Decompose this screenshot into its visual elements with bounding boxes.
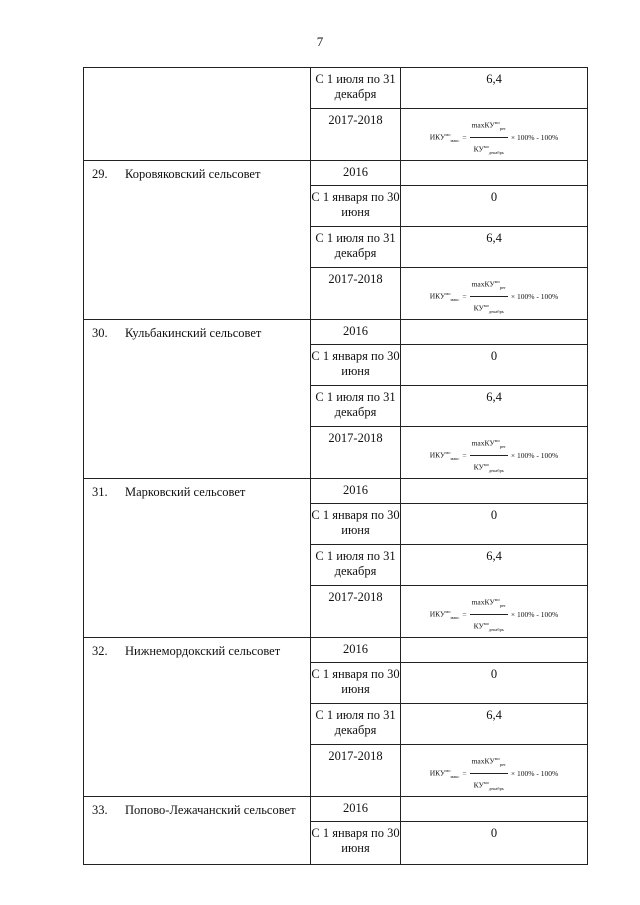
value-cell xyxy=(401,109,588,161)
value-cell xyxy=(401,638,588,663)
period-cell: С 1 июля по 31 декабря xyxy=(311,227,401,268)
value-cell xyxy=(401,320,588,345)
value-cell: 0 xyxy=(401,663,588,704)
value-cell xyxy=(401,268,588,320)
value-cell: 0 xyxy=(401,504,588,545)
period-cell: С 1 января по 30 июня xyxy=(311,822,401,865)
period-cell: С 1 июля по 31 декабря xyxy=(311,386,401,427)
table-row xyxy=(84,161,588,186)
period-cell: С 1 января по 30 июня xyxy=(311,345,401,386)
value-cell: 6,4 xyxy=(401,68,588,109)
period-cell: С 1 января по 30 июня xyxy=(311,186,401,227)
table-row xyxy=(84,638,588,663)
value-cell: 0 xyxy=(401,822,588,865)
period-cell: С 1 июля по 31 декабря xyxy=(311,545,401,586)
council-name-cell xyxy=(84,320,311,479)
formula: $ИКУ^{мо}_{макс}$ = $\frac{\max КУ^{мо}_{рег}}{КУ^{мо}_{декабрь}}$ × 100% - 100% xyxy=(401,745,587,796)
formula: $ИКУ^{мо}_{макс}$ = $\frac{\max КУ^{мо}_{рег}}{КУ^{мо}_{декабрь}}$ × 100% - 100% xyxy=(401,109,587,160)
council-name-cell xyxy=(84,479,311,638)
period-cell: 2016 xyxy=(311,479,401,504)
value-cell xyxy=(401,745,588,797)
value-cell xyxy=(401,797,588,822)
value-cell: 0 xyxy=(401,345,588,386)
period-cell: С 1 января по 30 июня xyxy=(311,663,401,704)
value-cell: 6,4 xyxy=(401,545,588,586)
value-cell xyxy=(401,586,588,638)
value-cell: 0 xyxy=(401,186,588,227)
period-cell: С 1 января по 30 июня xyxy=(311,504,401,545)
council-name-cell xyxy=(84,797,311,865)
council-name: Попово-Лежачанский сельсовет xyxy=(125,803,296,817)
council-number: 29. xyxy=(92,167,108,181)
council-name-cell xyxy=(84,161,311,320)
tariff-table xyxy=(83,67,588,865)
value-cell: 6,4 xyxy=(401,704,588,745)
council-number: 32. xyxy=(92,644,108,658)
period-cell: 2017-2018 xyxy=(311,427,401,479)
council-name-cell xyxy=(84,638,311,797)
page-number: 7 xyxy=(316,34,324,49)
table-row xyxy=(84,479,588,504)
period-cell: 2017-2018 xyxy=(311,268,401,320)
council-name: Нижнемордокский сельсовет xyxy=(125,644,281,658)
period-cell: 2016 xyxy=(311,320,401,345)
council-name-cell xyxy=(84,68,311,161)
formula-fraction: $\frac{\max КУ^{мо}_{рег}}{КУ^{мо}_{декабрь}}$ xyxy=(470,274,508,319)
council-number: 31. xyxy=(92,485,108,499)
value-cell: 6,4 xyxy=(401,227,588,268)
council-name: Коровяковский сельсовет xyxy=(125,167,261,181)
period-cell: 2017-2018 xyxy=(311,586,401,638)
council-name: Марковский сельсовет xyxy=(125,485,246,499)
table-row xyxy=(84,797,588,822)
table-row xyxy=(84,320,588,345)
value-cell: 6,4 xyxy=(401,386,588,427)
period-cell: 2016 xyxy=(311,161,401,186)
value-cell xyxy=(401,479,588,504)
formula-fraction: $\frac{\max КУ^{мо}_{рег}}{КУ^{мо}_{декабрь}}$ xyxy=(470,433,508,478)
value-cell xyxy=(401,427,588,479)
period-cell: 2016 xyxy=(311,638,401,663)
value-cell xyxy=(401,161,588,186)
period-cell: С 1 июля по 31 декабря xyxy=(311,68,401,109)
table-row xyxy=(84,68,588,109)
period-cell: 2017-2018 xyxy=(311,109,401,161)
council-number: 30. xyxy=(92,326,108,340)
formula: $ИКУ^{мо}_{макс}$ = $\frac{\max КУ^{мо}_{рег}}{КУ^{мо}_{декабрь}}$ × 100% - 100% xyxy=(401,427,587,478)
council-number: 33. xyxy=(92,803,108,817)
period-cell: С 1 июля по 31 декабря xyxy=(311,704,401,745)
council-name: Кульбакинский сельсовет xyxy=(125,326,262,340)
period-cell: 2017-2018 xyxy=(311,745,401,797)
formula-fraction: $\frac{\max КУ^{мо}_{рег}}{КУ^{мо}_{декабрь}}$ xyxy=(470,751,508,796)
formula-fraction: $\frac{\max КУ^{мо}_{рег}}{КУ^{мо}_{декабрь}}$ xyxy=(470,592,508,637)
period-cell: 2016 xyxy=(311,797,401,822)
formula: $ИКУ^{мо}_{макс}$ = $\frac{\max КУ^{мо}_{рег}}{КУ^{мо}_{декабрь}}$ × 100% - 100% xyxy=(401,268,587,319)
formula-fraction: $\frac{\max КУ^{мо}_{рег}}{КУ^{мо}_{декабрь}}$ xyxy=(470,115,508,160)
formula: $ИКУ^{мо}_{макс}$ = $\frac{\max КУ^{мо}_{рег}}{КУ^{мо}_{декабрь}}$ × 100% - 100% xyxy=(401,586,587,637)
